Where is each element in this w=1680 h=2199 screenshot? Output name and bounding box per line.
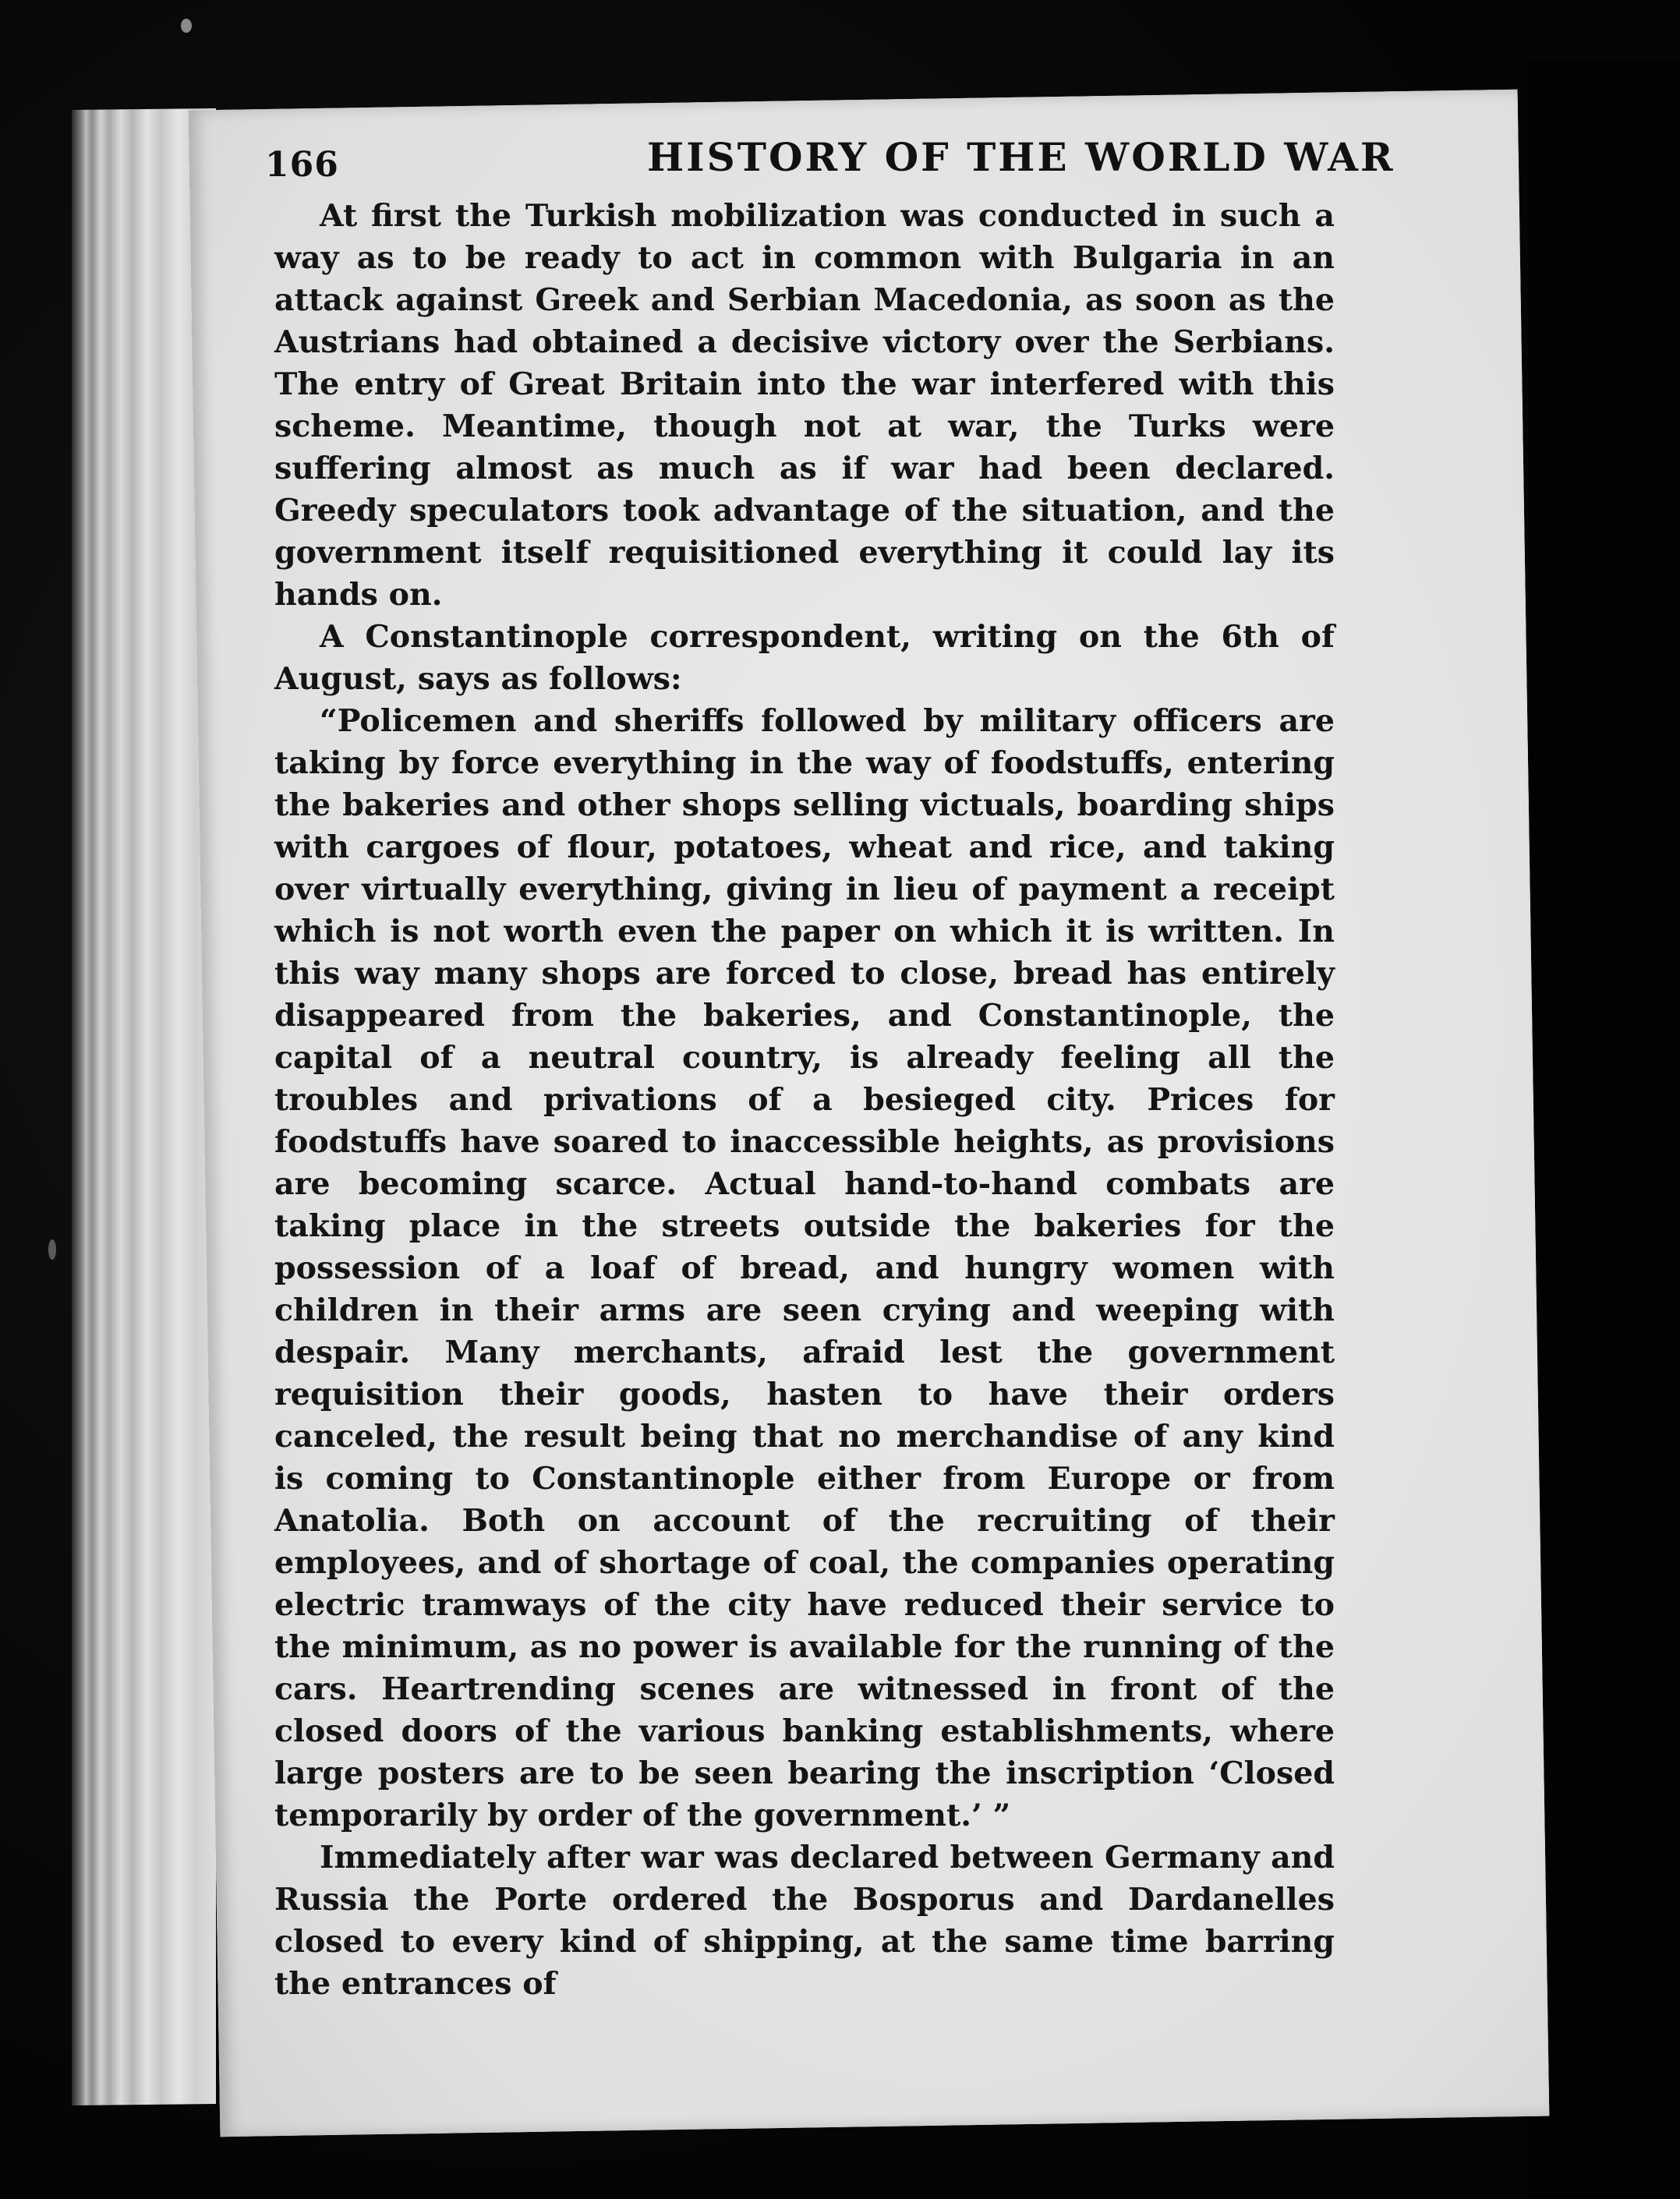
page-number: 166 <box>265 145 339 185</box>
paragraph: At first the Turkish mobilization was conducted in such a way as to be ready to act in common with Bulgaria in an attack against Greek and Serbian Macedonia, as soon as the Austrians had obtained a decisive victory over the Serbians. The entry of Great Britain into the war interfered with this scheme. Meantime, though not at war, the Turks were suffering almost as much as if war had been declared. Greedy speculators took advantage of the situation, and the government itself requisitioned everything it could lay its hands on. <box>274 198 1335 613</box>
book-spine-shadow <box>1528 62 1680 2199</box>
dust-speck <box>181 19 192 33</box>
body-text <box>274 195 1335 2005</box>
quoted-paragraph: “Policemen and sheriffs followed by military officers are taking by force everything in the way of foodstuffs, entering the bakeries and other shops selling victuals, boarding ships with cargoes of flour, potatoes, wheat and rice, and taking over virtually everything, giving in lieu of payment a receipt which is not worth even the paper on which it is written. In this way many shops are forced to close, bread has entirely disappeared from the bakeries, and Constantinople, the capital of a neutral country, is already feeling all the troubles and privations of a besieged city. Prices for foodstuffs have soared to inaccessible heights, as provisions are becoming scarce. Actual hand-to-hand combats are taking place in the streets outside the bakeries for the possession of a loaf of bread, and hungry women with children in their arms are seen crying and weeping with despair. Many merchants, afraid lest the government requisition their goods, hasten to have their orders canceled, the result being that no merchandise of any kind is coming to Constantinople either from Europe or from Anatolia. Both on account of the recruiting of their employees, and of shortage of coal, the companies operating electric tramways of the city have reduced their service to the minimum, as no power is available for the running of the cars. Heartrending scenes are witnessed in front of the closed doors of the various banking establishments, where large posters are to be seen bearing the inscription ‘Closed temporarily by order of the government.’ ” <box>274 703 1335 1833</box>
paragraph: Immediately after war was declared between Germany and Russia the Porte ordered the Bosporus and Dardanelles closed to every kind of shipping, at the same time barring the entrances of <box>274 1840 1335 2002</box>
paragraph: A Constantinople correspondent, writing on the 6th of August, says as follows: <box>274 619 1335 697</box>
dust-speck <box>48 1239 56 1260</box>
running-head: HISTORY OF THE WORLD WAR <box>647 134 1395 180</box>
page-header <box>265 134 1395 189</box>
